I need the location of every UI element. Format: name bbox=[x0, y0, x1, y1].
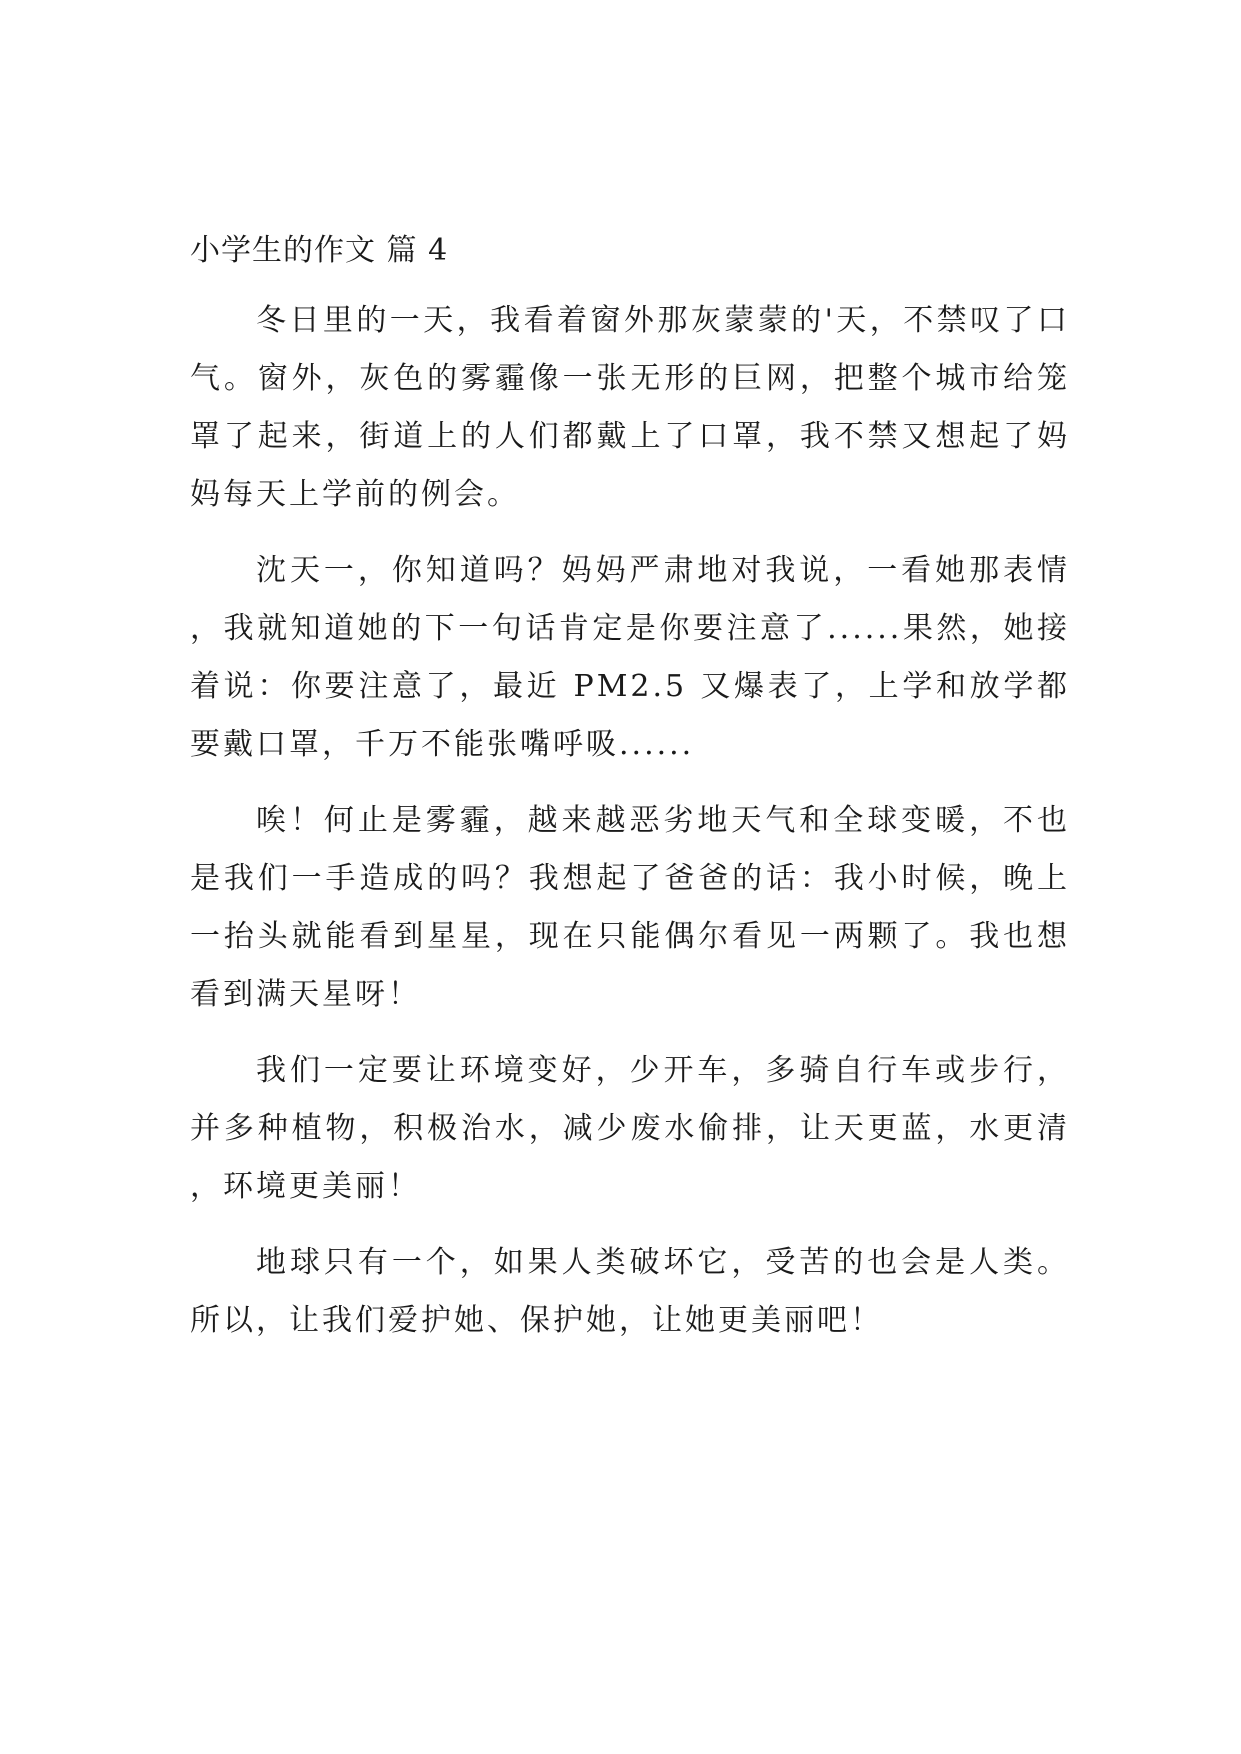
paragraph: 地球只有一个，如果人类破坏它，受苦的也会是人类。所以，让我们爱护她、保护她，让她更美丽吧！ bbox=[190, 1245, 1070, 1338]
document-title: 小学生的作文 篇 4 bbox=[190, 233, 449, 268]
document-body bbox=[190, 222, 1070, 1350]
paragraph: 我们一定要让环境变好，少开车，多骑自行车或步行，并多种植物，积极治水，减少废水偷排，让天更蓝，水更清，环境更美丽！ bbox=[190, 1053, 1070, 1204]
paragraph: 沈天一，你知道吗？妈妈严肃地对我说，一看她那表情，我就知道她的下一句话肯定是你要注意了......果然，她接着说：你要注意了，最近 PM2.5 又爆表了，上学和放学都要戴口罩，千万不能张嘴呼吸...... bbox=[190, 553, 1070, 762]
paragraph: 唉！何止是雾霾，越来越恶劣地天气和全球变暖，不也是我们一手造成的吗？我想起了爸爸的话：我小时候，晚上一抬头就能看到星星，现在只能偶尔看见一两颗了。我也想看到满天星呀！ bbox=[190, 803, 1070, 1012]
paragraph: 冬日里的一天，我看着窗外那灰蒙蒙的'天，不禁叹了口气。窗外，灰色的雾霾像一张无形的巨网，把整个城市给笼罩了起来，街道上的人们都戴上了口罩，我不禁又想起了妈妈每天上学前的例会。 bbox=[190, 303, 1070, 512]
